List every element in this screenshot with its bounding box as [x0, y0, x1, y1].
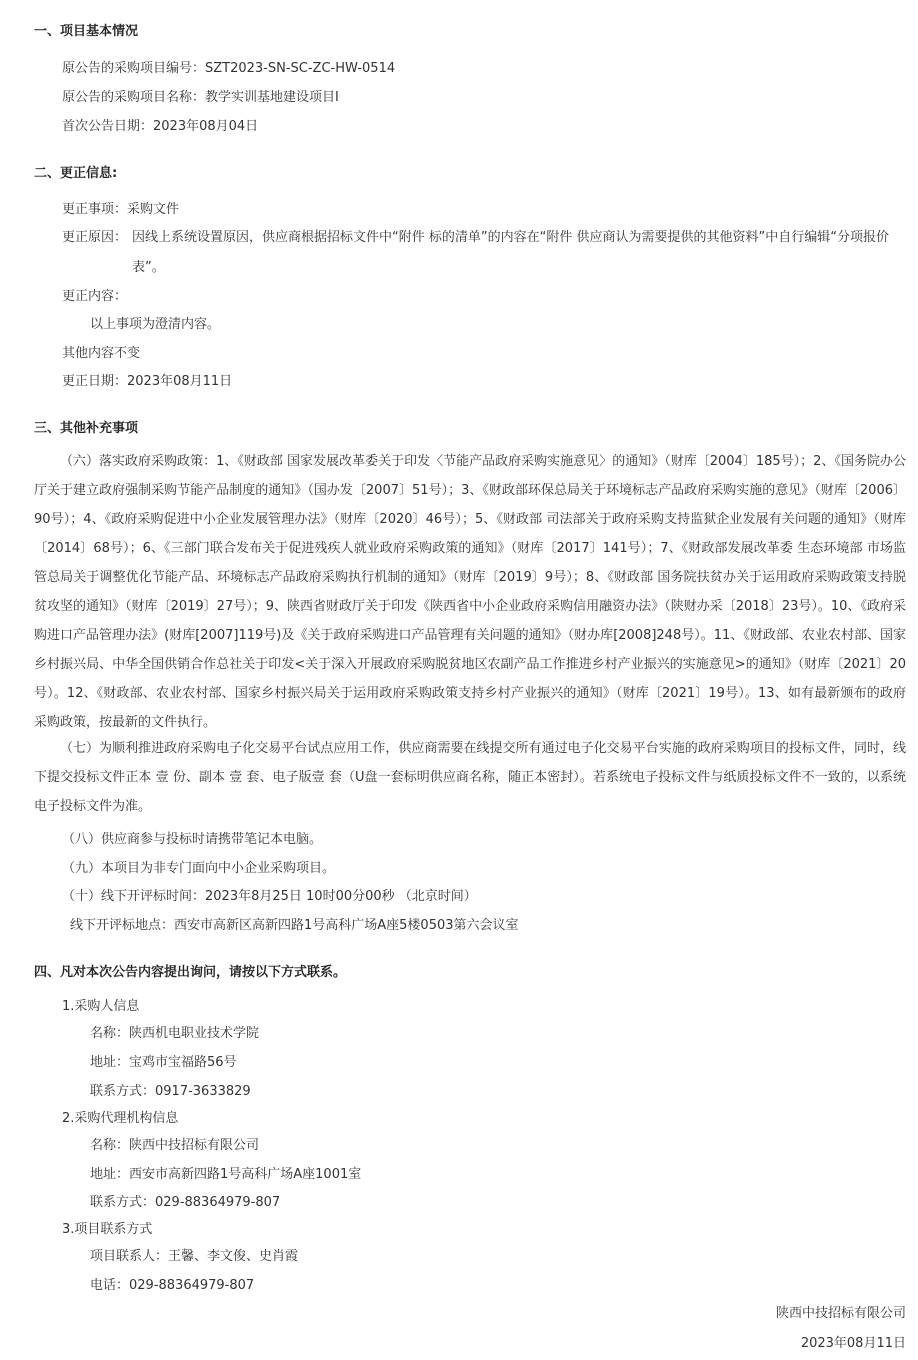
agent-address: 地址：西安市高新四路1号高科广场A座1001室	[90, 1167, 362, 1182]
correction-reason-line2: 表”。	[132, 260, 165, 275]
footer-date: 2023年08月11日	[800, 1336, 906, 1351]
paragraph-policy-six: （六）落实政府采购政策：1、《财政部 国家发展改革委关于印发〈节能产品政府采购实施意见〉的通知》（财库〔2004〕185号）；2、《国务院办公厅关于建立政府强制采购节能产品制度的通知》（国办发〔2007〕51号）；3、《财政部环保总局关于环境标志产品政府采购实施的意见》（财库〔2006〕90号）；4、《政府采购促进中小企业发展管理办法》（财库〔2020〕46号）；5、《财政部 司法部关于政府采购支持监狱企业发展有关问题的通知》（财库〔2014〕68号）；6、《三部门联合发布关于促进残疾人就业政府采购政策的通知》（财库〔2017〕141号）；7、《财政部发展改革委 生态环境部 市场监管总局关于调整优化节能产品、环境标志产品政府采购执行机制的通知》（财库〔2019〕9号）；8、《财政部 国务院扶贫办关于运用政府采购政策支持脱贫攻坚的通知》（财库〔2019〕27号）；9、陕西省财政厅关于印发《陕西省中小企业政府采购信用融资办法》（陕财办采〔2018〕23号）。10、《政府采购进口产品管理办法》(财库[2007]119号)及《关于政府采购进口产品管理有关问题的通知》（财办库[2008]248号）。11、《财政部、农业农村部、国家乡村振兴局、中华全国供销合作总社关于印发<关于深入开展政府采购脱贫地区农副产品工作推进乡村产业振兴的实施意见>的通知》（财库〔2021〕20号）。12、《财政部、农业农村部、国家乡村振兴局关于运用政府采购政策支持乡村产业振兴的通知》（财库〔2021〕19号）。13、如有最新颁布的政府采购政策，按最新的文件执行。	[34, 454, 906, 730]
section-heading-supplementary: 三、其他补充事项	[34, 421, 139, 436]
item-ten-opening-time: （十）线下开评标时间：2023年8月25日 10时00分00秒 （北京时间）	[62, 889, 477, 904]
project-contact-phone: 电话：029-88364979-807	[90, 1278, 255, 1293]
correction-item: 更正事项：采购文件	[62, 202, 180, 217]
buyer-info-title: 1.采购人信息	[62, 999, 140, 1014]
other-content-unchanged: 其他内容不变	[62, 346, 141, 361]
agent-name: 名称：陕西中技招标有限公司	[90, 1138, 260, 1153]
item-eight-laptop: （八）供应商参与投标时请携带笔记本电脑。	[62, 832, 323, 847]
correction-date: 更正日期：2023年08月11日	[62, 374, 233, 389]
project-contact-title: 3.项目联系方式	[62, 1222, 153, 1237]
paragraph-electronic-seven: （七）为顺利推进政府采购电子化交易平台试点应用工作，供应商需要在线提交所有通过电子化交易平台实施的政府采购项目的投标文件，同时，线下提交投标文件正本 壹 份、副本 壹 套、电子版壹 套（U盘一套标明供应商名称，随正本密封）。若系统电子投标文件与纸质投标文件不一致的，以系统电子投标文件为准。	[34, 741, 906, 814]
buyer-address: 地址：宝鸡市宝福路56号	[90, 1055, 237, 1070]
buyer-contact: 联系方式：0917-3633829	[90, 1084, 251, 1099]
first-announcement-date: 首次公告日期：2023年08月04日	[62, 119, 259, 134]
correction-reason-line1: 因线上系统设置原因，供应商根据招标文件中“附件 标的清单”的内容在“附件 供应商认为需要提供的其他资料”中自行编辑“分项报价	[132, 230, 889, 245]
correction-content-label: 更正内容：	[62, 289, 128, 304]
section-heading-contact: 四、凡对本次公告内容提出询问，请按以下方式联系。	[34, 965, 347, 980]
agent-contact: 联系方式：029-88364979-807	[90, 1195, 281, 1210]
agent-info-title: 2.采购代理机构信息	[62, 1111, 179, 1126]
section-heading-basic-info: 一、项目基本情况	[34, 24, 139, 39]
project-contact-persons: 项目联系人：王馨、李文俊、史肖霞	[90, 1249, 299, 1264]
item-nine-sme: （九）本项目为非专门面向中小企业采购项目。	[62, 861, 336, 876]
project-number: 原公告的采购项目编号：SZT2023-SN-SC-ZC-HW-0514	[62, 61, 396, 76]
project-name: 原公告的采购项目名称：教学实训基地建设项目Ⅰ	[62, 90, 339, 105]
section-heading-correction: 二、更正信息:	[34, 166, 118, 181]
buyer-name: 名称：陕西机电职业技术学院	[90, 1026, 260, 1041]
correction-reason-label: 更正原因：	[62, 230, 128, 245]
correction-content-text: 以上事项为澄清内容。	[90, 317, 221, 332]
footer-company: 陕西中技招标有限公司	[775, 1306, 906, 1321]
opening-location: 线下开评标地点：西安市高新区高新四路1号高科广场A座5楼0503第六会议室	[70, 918, 519, 933]
